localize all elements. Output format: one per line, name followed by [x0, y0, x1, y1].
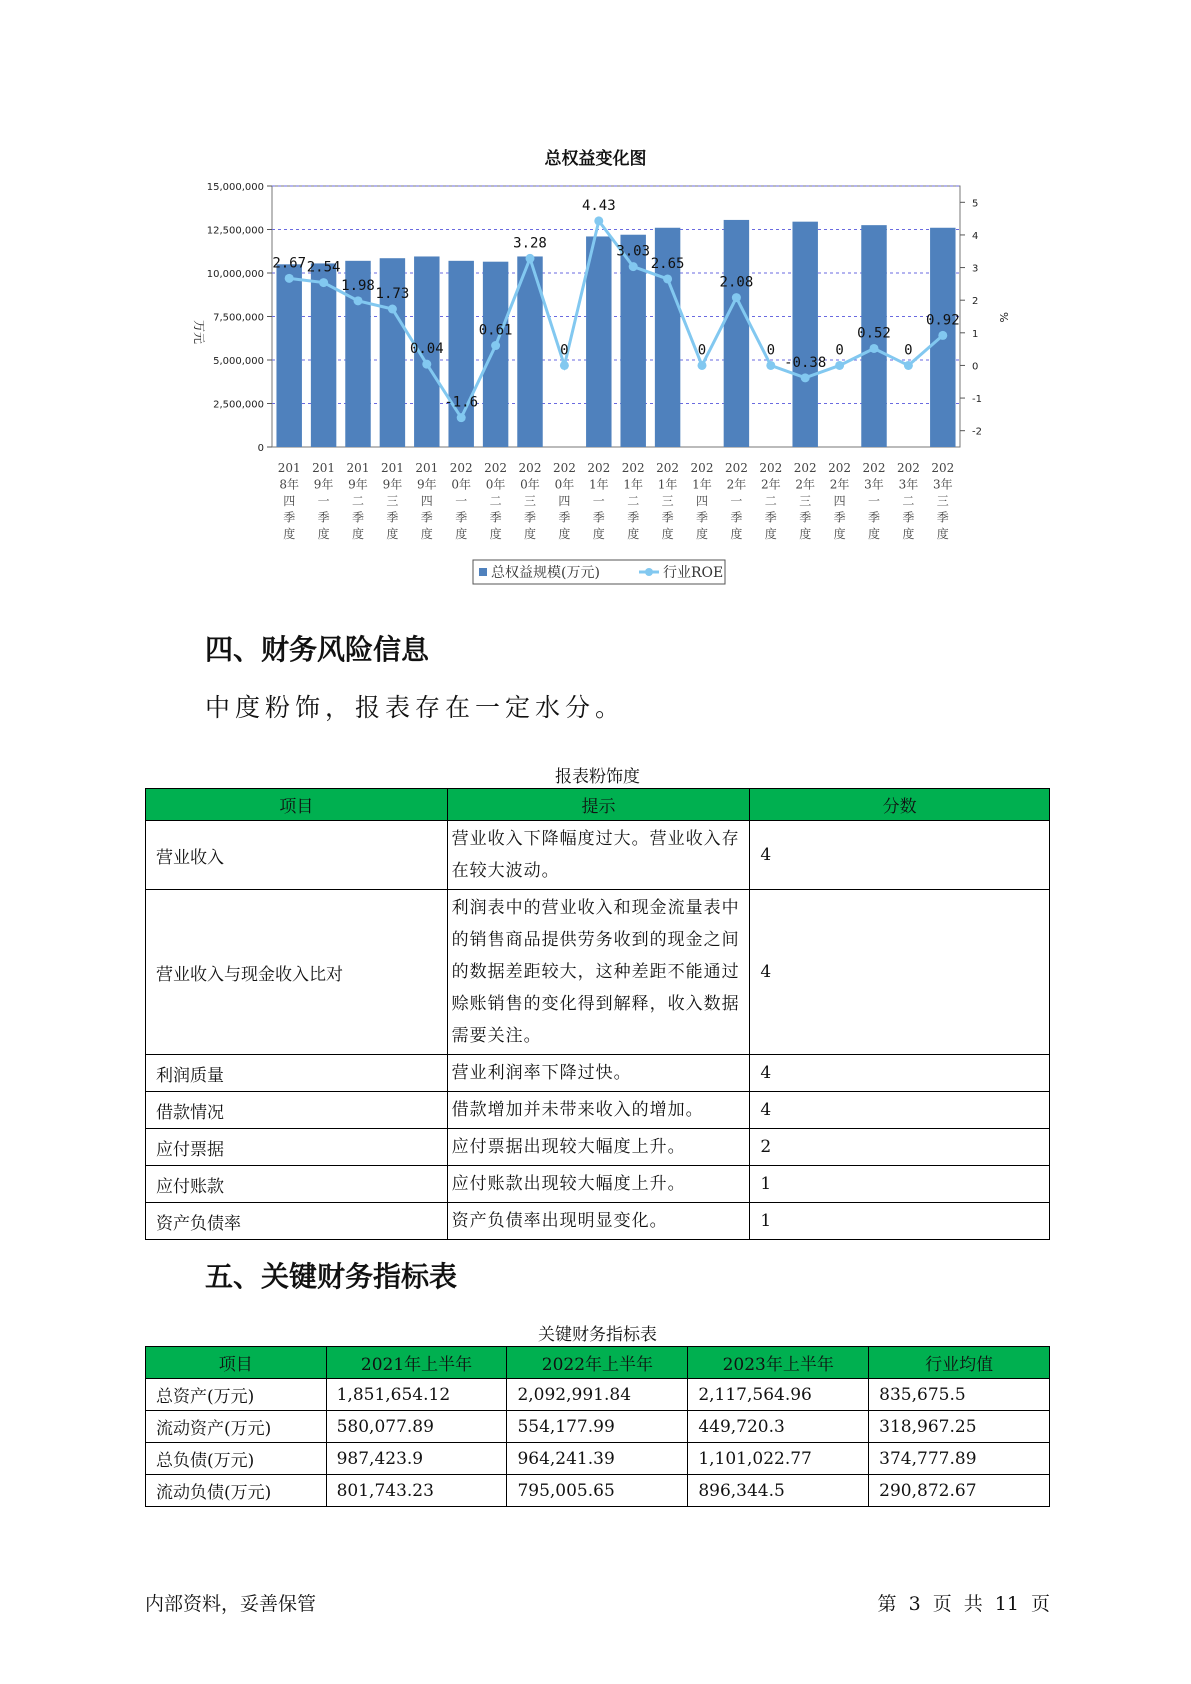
roe-point [904, 361, 913, 370]
x-tick-label: 四 [558, 494, 571, 508]
roe-data-label: 0 [697, 342, 707, 359]
table-row [146, 1129, 1050, 1166]
roe-data-label: 2.54 [306, 259, 341, 276]
y-tick-label: 10,000,000 [206, 269, 264, 280]
x-tick-label: 202 [449, 461, 473, 475]
x-tick-label: 度 [764, 527, 777, 541]
x-tick-label: 季 [902, 510, 915, 525]
x-tick-label: 三 [386, 494, 399, 508]
roe-point [766, 361, 775, 370]
x-tick-label: 一 [455, 494, 468, 508]
x-tick-label: 3年 [864, 477, 884, 492]
table-row [146, 890, 1050, 1055]
column-header: 2021年上半年 [326, 1347, 507, 1379]
score-cell: 1 [750, 1203, 1050, 1240]
x-tick-label: 度 [523, 527, 537, 541]
x-tick-label: 9年 [382, 477, 403, 492]
y2-tick-label: 1 [972, 328, 979, 340]
value-cell: 1,851,654.12 [326, 1379, 507, 1411]
x-tick-label: 2年 [829, 477, 850, 492]
roe-data-label: 0.52 [857, 325, 891, 342]
equity-bar [483, 262, 508, 447]
item-cell: 应付票据 [146, 1129, 448, 1166]
column-header: 2023年上半年 [688, 1347, 869, 1379]
value-cell: 835,675.5 [869, 1379, 1050, 1411]
x-tick-label: 季 [351, 510, 365, 525]
x-tick-label: 季 [867, 510, 881, 525]
hint-cell: 营业利润率下降过快。 [447, 1055, 750, 1092]
x-tick-label: 度 [489, 527, 502, 541]
roe-data-label: 2.67 [272, 255, 307, 272]
section-5-heading: 五、关键财务指标表 [205, 1260, 458, 1293]
value-cell: 2,092,991.84 [507, 1379, 688, 1411]
table-header-row [146, 789, 1050, 821]
x-tick-label: 202 [793, 461, 817, 475]
roe-point [319, 278, 328, 287]
hint-cell: 利润表中的营业收入和现金流量表中的销售商品提供劳务收到的现金之间的数据差距较大，这种差距不能通过赊账销售的变化得到解释，收入数据需要关注。 [447, 890, 750, 1055]
x-tick-label: 度 [455, 527, 468, 541]
equity-bar [276, 264, 301, 447]
x-tick-label: 季 [283, 510, 296, 525]
roe-data-label: 1.98 [341, 277, 375, 294]
x-tick-label: 202 [828, 461, 852, 475]
x-tick-label: 202 [724, 461, 748, 475]
x-tick-label: 202 [759, 461, 783, 475]
value-cell: 2,117,564.96 [688, 1379, 869, 1411]
value-cell: 795,005.65 [507, 1475, 688, 1507]
x-tick-label: 四 [283, 494, 296, 508]
equity-bar [724, 220, 749, 447]
roe-point [388, 304, 397, 313]
roe-point [835, 361, 844, 370]
roe-point [491, 341, 500, 350]
x-tick-label: 二 [764, 494, 777, 508]
x-tick-label: 2年 [795, 477, 816, 492]
table-row [146, 1055, 1050, 1092]
legend-line-label: 行业ROE [663, 565, 724, 581]
x-tick-label: 季 [455, 510, 468, 525]
table-row [146, 1379, 1050, 1411]
y2-tick-label: 0 [972, 361, 979, 373]
score-cell: 4 [750, 1092, 1050, 1129]
x-tick-label: 202 [931, 461, 955, 475]
x-tick-label: 8年 [279, 477, 300, 492]
value-cell: 554,177.99 [507, 1411, 688, 1443]
item-cell: 流动负债(万元) [146, 1475, 327, 1507]
x-tick-label: 度 [627, 527, 640, 541]
value-cell: 964,241.39 [507, 1443, 688, 1475]
item-cell: 营业收入 [146, 821, 448, 890]
x-tick-label: 一 [867, 494, 881, 508]
x-tick-label: 1年 [692, 477, 712, 492]
x-tick-label: 1年 [657, 477, 678, 492]
value-cell: 987,423.9 [326, 1443, 507, 1475]
x-tick-label: 季 [627, 510, 640, 525]
x-tick-label: 季 [764, 510, 777, 525]
risk-table-caption: 报表粉饰度 [555, 767, 640, 787]
roe-point [801, 373, 810, 382]
table-row [146, 1166, 1050, 1203]
table-row [146, 1443, 1050, 1475]
section-4-text: 中度粉饰，报表存在一定水分。 [205, 693, 626, 722]
table-header-row [146, 1347, 1050, 1379]
section-4-heading: 四、财务风险信息 [205, 633, 430, 666]
x-tick-label: 二 [902, 494, 915, 508]
roe-data-label: 0 [835, 342, 844, 359]
footer-page-number: 第 3 页 共 11 页 [877, 1593, 1050, 1615]
x-tick-label: 0年 [485, 477, 506, 492]
x-tick-label: 度 [283, 527, 296, 541]
equity-bar [311, 263, 336, 447]
x-tick-label: 三 [799, 494, 812, 508]
table-row [146, 1203, 1050, 1240]
x-tick-label: 二 [489, 494, 502, 508]
roe-point [422, 360, 431, 369]
x-tick-label: 度 [867, 527, 881, 541]
x-tick-label: 四 [695, 494, 709, 508]
x-tick-label: 202 [862, 461, 886, 475]
score-cell: 1 [750, 1166, 1050, 1203]
x-tick-label: 季 [558, 510, 571, 525]
x-tick-label: 季 [695, 510, 709, 525]
x-tick-label: 二 [351, 494, 365, 508]
roe-data-label: 4.43 [581, 197, 616, 214]
column-header: 提示 [447, 789, 750, 821]
x-tick-label: 0年 [554, 477, 575, 492]
roe-point [698, 361, 707, 370]
x-tick-label: 三 [661, 494, 674, 508]
equity-chart [0, 0, 1191, 600]
item-cell: 营业收入与现金收入比对 [146, 890, 448, 1055]
roe-data-label: 0 [904, 342, 913, 359]
x-tick-label: 度 [730, 527, 743, 541]
x-tick-label: 季 [523, 510, 537, 525]
value-cell: 1,101,022.77 [688, 1443, 869, 1475]
roe-point [285, 274, 294, 283]
x-tick-label: 度 [661, 527, 674, 541]
y-tick-label: 0 [257, 443, 264, 454]
x-tick-label: 202 [552, 461, 576, 475]
roe-point [457, 413, 466, 422]
x-tick-label: 三 [936, 494, 949, 508]
x-tick-label: 201 [312, 461, 336, 475]
x-tick-label: 度 [592, 527, 605, 541]
roe-data-label: 3.28 [513, 235, 547, 252]
x-tick-label: 度 [351, 527, 365, 541]
hint-cell: 应付账款出现较大幅度上升。 [447, 1166, 750, 1203]
x-tick-label: 3年 [898, 477, 919, 492]
x-tick-label: 季 [420, 510, 433, 525]
score-cell: 4 [750, 821, 1050, 890]
legend-bar-swatch [479, 568, 487, 576]
x-tick-label: 季 [833, 510, 846, 525]
x-tick-label: 一 [730, 494, 743, 508]
x-tick-label: 度 [833, 527, 846, 541]
roe-data-label: 3.03 [616, 243, 651, 260]
x-tick-label: 202 [484, 461, 508, 475]
roe-point [629, 262, 638, 271]
value-cell: 896,344.5 [688, 1475, 869, 1507]
x-tick-label: 202 [656, 461, 680, 475]
roe-point [870, 344, 879, 353]
value-cell: 318,967.25 [869, 1411, 1050, 1443]
x-tick-label: 季 [661, 510, 674, 525]
y-axis-label: 万元 [192, 320, 206, 345]
item-cell: 利润质量 [146, 1055, 448, 1092]
x-tick-label: 3年 [932, 477, 953, 492]
risk-table [145, 788, 1050, 1240]
x-tick-label: 2年 [726, 477, 747, 492]
item-cell: 应付账款 [146, 1166, 448, 1203]
kpi-table-caption: 关键财务指标表 [538, 1325, 657, 1345]
x-tick-label: 202 [587, 461, 611, 475]
x-tick-label: 二 [627, 494, 640, 508]
item-cell: 总资产(万元) [146, 1379, 327, 1411]
score-cell: 4 [750, 1055, 1050, 1092]
column-header: 2022年上半年 [507, 1347, 688, 1379]
column-header: 行业均值 [869, 1347, 1050, 1379]
y-tick-label: 5,000,000 [213, 356, 264, 367]
table-row [146, 821, 1050, 890]
chart-title: 总权益变化图 [544, 149, 647, 169]
item-cell: 总负债(万元) [146, 1443, 327, 1475]
y2-tick-label: 3 [972, 263, 979, 275]
x-tick-label: 202 [896, 461, 920, 475]
y2-tick-label: -1 [972, 394, 982, 406]
x-tick-label: 201 [346, 461, 370, 475]
y-tick-label: 7,500,000 [213, 312, 264, 324]
legend-bar-label: 总权益规模(万元) [491, 565, 600, 581]
x-tick-label: 9年 [313, 477, 334, 492]
roe-point [938, 331, 947, 340]
score-cell: 4 [750, 890, 1050, 1055]
x-tick-label: 一 [592, 494, 605, 508]
x-tick-label: 季 [317, 510, 330, 525]
roe-data-label: 0.04 [409, 341, 444, 358]
x-tick-label: 度 [799, 527, 812, 541]
legend-line-marker [645, 568, 653, 576]
y-tick-label: 15,000,000 [206, 182, 264, 193]
x-tick-label: 季 [730, 510, 743, 525]
value-cell: 449,720.3 [688, 1411, 869, 1443]
x-tick-label: 三 [523, 494, 537, 508]
value-cell: 374,777.89 [869, 1443, 1050, 1475]
equity-bar [792, 222, 817, 447]
x-tick-label: 季 [936, 510, 949, 525]
y2-tick-label: 5 [972, 198, 979, 210]
x-tick-label: 9年 [416, 477, 437, 492]
roe-point [663, 274, 672, 283]
roe-data-label: 0.92 [925, 312, 960, 329]
y2-tick-label: 4 [972, 230, 979, 242]
x-tick-label: 2年 [760, 477, 781, 492]
kpi-table [145, 1346, 1050, 1507]
value-cell: 290,872.67 [869, 1475, 1050, 1507]
x-tick-label: 0年 [451, 477, 472, 492]
x-tick-label: 度 [317, 527, 330, 541]
hint-cell: 应付票据出现较大幅度上升。 [447, 1129, 750, 1166]
x-tick-label: 201 [380, 461, 404, 475]
item-cell: 借款情况 [146, 1092, 448, 1129]
roe-data-label: 0 [560, 342, 569, 359]
x-tick-label: 季 [592, 510, 605, 525]
x-tick-label: 一 [317, 494, 330, 508]
roe-data-label: -1.6 [444, 394, 479, 411]
table-row [146, 1092, 1050, 1129]
score-cell: 2 [750, 1129, 1050, 1166]
equity-bar [586, 236, 611, 447]
x-tick-label: 季 [799, 510, 812, 525]
table-row [146, 1411, 1050, 1443]
x-tick-label: 201 [415, 461, 439, 475]
roe-data-label: 0.61 [478, 322, 513, 339]
hint-cell: 资产负债率出现明显变化。 [447, 1203, 750, 1240]
roe-data-label: -0.38 [784, 354, 827, 371]
roe-point [560, 361, 569, 370]
x-tick-label: 度 [386, 527, 399, 541]
x-tick-label: 季 [489, 510, 502, 525]
value-cell: 801,743.23 [326, 1475, 507, 1507]
x-tick-label: 四 [420, 494, 433, 508]
x-tick-label: 202 [518, 461, 542, 475]
roe-point [354, 296, 363, 305]
x-tick-label: 1年 [623, 477, 644, 492]
x-tick-label: 度 [902, 527, 915, 541]
item-cell: 资产负债率 [146, 1203, 448, 1240]
roe-data-label: 0 [766, 342, 776, 359]
x-tick-label: 度 [420, 527, 433, 541]
y-tick-label: 12,500,000 [206, 225, 264, 237]
x-tick-label: 201 [277, 461, 301, 475]
x-tick-label: 度 [558, 527, 571, 541]
x-tick-label: 202 [690, 461, 714, 475]
column-header: 项目 [146, 1347, 327, 1379]
x-tick-label: 202 [621, 461, 645, 475]
roe-data-label: 2.65 [650, 255, 685, 272]
table-row [146, 1475, 1050, 1507]
hint-cell: 营业收入下降幅度过大。营业收入存在较大波动。 [447, 821, 750, 890]
roe-point [526, 254, 535, 263]
x-tick-label: 四 [833, 494, 846, 508]
y2-tick-label: 2 [972, 296, 979, 308]
x-tick-label: 0年 [520, 477, 540, 492]
footer-confidential: 内部资料，妥善保管 [145, 1593, 317, 1615]
item-cell: 流动资产(万元) [146, 1411, 327, 1443]
y-tick-label: 2,500,000 [213, 399, 264, 411]
column-header: 分数 [750, 789, 1050, 821]
x-tick-label: 1年 [588, 477, 609, 492]
x-tick-label: 9年 [348, 477, 368, 492]
y2-tick-label: -2 [972, 426, 982, 438]
value-cell: 580,077.89 [326, 1411, 507, 1443]
column-header: 项目 [146, 789, 448, 821]
hint-cell: 借款增加并未带来收入的增加。 [447, 1092, 750, 1129]
x-tick-label: 度 [695, 527, 709, 541]
roe-data-label: 1.73 [375, 285, 410, 302]
y2-axis-label: % [997, 312, 1010, 323]
x-tick-label: 季 [386, 510, 399, 525]
roe-data-label: 2.08 [719, 274, 754, 291]
x-tick-label: 度 [936, 527, 949, 541]
roe-point [732, 293, 741, 302]
roe-point [594, 216, 603, 225]
